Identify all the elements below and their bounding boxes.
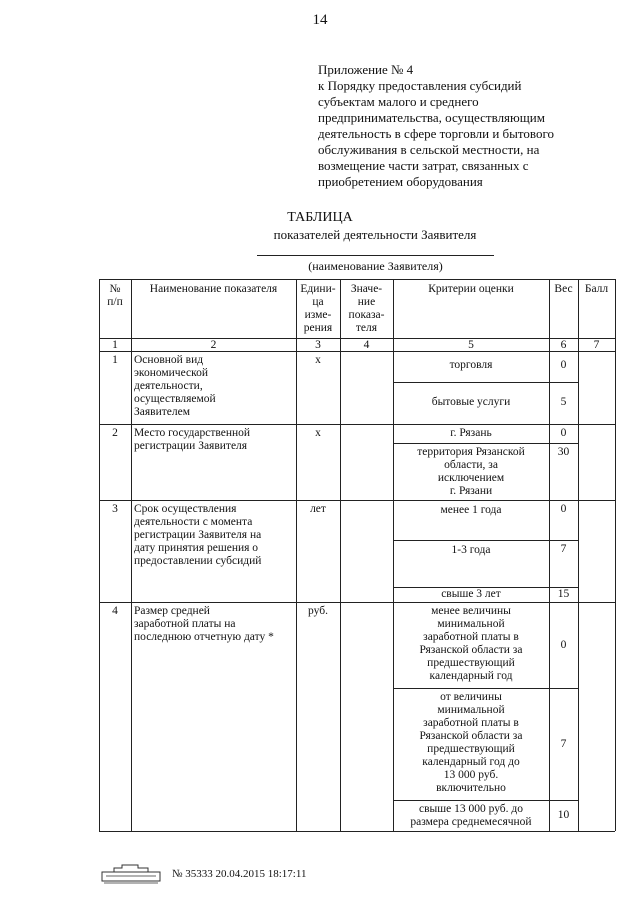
column-number: [299, 339, 337, 352]
row-indicator-name-line: деятельности с момента: [134, 516, 253, 528]
criteria-item-line: 1-3 года: [451, 544, 491, 556]
row-indicator-name-line: Основной вид: [134, 354, 204, 366]
row-number-line: 3: [112, 503, 118, 515]
criteria-item-line: области, за: [444, 459, 498, 471]
criteria-item-line: размера среднемесячной: [410, 816, 532, 828]
criteria-item-line: календарный год до: [422, 756, 520, 768]
table-rule: [578, 279, 579, 831]
criteria-weight-line: 15: [557, 588, 570, 600]
criteria-item-line: от величины: [440, 691, 502, 703]
header-unit-line: ца: [312, 296, 324, 308]
row-indicator-name: [134, 427, 293, 453]
table-rule: [99, 279, 100, 831]
row-indicator-name-line: Заявителем: [134, 406, 190, 418]
table-subtitle: показателей деятельности Заявителя: [273, 227, 477, 242]
header-criteria: [396, 283, 546, 296]
criteria-item-line: минимальной: [437, 618, 505, 630]
row-indicator-name-line: Срок осуществления: [134, 503, 237, 515]
criteria-item: [396, 427, 546, 440]
document-footer: [100, 862, 480, 884]
table-rule: [99, 831, 615, 832]
header-value-line: ние: [357, 296, 376, 308]
row-indicator-name-line: Место государственной: [134, 427, 251, 439]
header-value-line: теля: [355, 322, 378, 334]
registry-stamp-icon: [100, 862, 164, 884]
header-value: [343, 283, 390, 335]
criteria-item-line: включительно: [436, 782, 506, 794]
criteria-item-line: Рязанской области за: [419, 644, 523, 656]
column-number-line: 2: [210, 339, 217, 351]
criteria-item: [396, 544, 546, 557]
criteria-item-line: календарный год: [429, 670, 513, 682]
header-number-line: п/п: [107, 296, 123, 308]
criteria-item: [396, 504, 546, 517]
row-indicator-name-line: регистрации Заявителя: [134, 440, 248, 452]
criteria-weight: [552, 359, 575, 372]
criteria-weight-line: 0: [560, 427, 567, 439]
criteria-item-line: менее 1 года: [440, 504, 502, 516]
table-rule: [99, 424, 615, 425]
appendix-line: обслуживания в сельской местности, на: [318, 142, 540, 157]
criteria-weight-line: 7: [560, 543, 567, 555]
row-indicator-name-line: экономической: [134, 367, 208, 379]
criteria-weight: [552, 809, 575, 822]
criteria-weight-line: 7: [560, 737, 567, 750]
criteria-weight: [552, 427, 575, 440]
table-rule: [99, 279, 615, 280]
header-criteria-line: Критерии оценки: [428, 283, 514, 295]
table-rule: [393, 540, 578, 541]
table-rule: [340, 279, 341, 831]
row-indicator-name-line: последнюю отчетную дату *: [134, 631, 274, 643]
criteria-item: [396, 359, 546, 372]
header-score: [581, 283, 612, 296]
header-score-line: Балл: [584, 283, 609, 295]
row-indicator-name-line: осуществляемой: [134, 393, 216, 405]
criteria-item: [396, 605, 546, 683]
footer-registration-text: № 35333 20.04.2015 18:17:11: [172, 868, 307, 880]
table-title: ТАБЛИЦА: [287, 210, 353, 225]
row-unit: [299, 605, 337, 618]
row-number-line: 1: [112, 354, 118, 366]
table-rule: [393, 279, 394, 831]
table-rule: [296, 279, 297, 831]
header-number-line: №: [109, 283, 121, 295]
table-rule: [99, 500, 615, 501]
header-indicator-name-line: Наименование показателя: [149, 283, 278, 295]
appendix-line: предпринимательства, осуществляющим: [318, 110, 545, 125]
row-number-line: 2: [112, 427, 118, 439]
header-number: [102, 283, 128, 309]
header-unit-line: изме-: [304, 309, 332, 321]
criteria-weight: [552, 543, 575, 556]
column-number-line: 6: [560, 339, 567, 351]
table-rule: [615, 279, 616, 831]
appendix-line: возмещение части затрат, связанных с: [318, 158, 529, 173]
criteria-item-line: 13 000 руб.: [443, 769, 499, 781]
criteria-weight: [552, 396, 575, 409]
criteria-item: [396, 588, 546, 601]
header-value-line: показа-: [348, 309, 385, 321]
column-number-line: 1: [112, 339, 118, 351]
criteria-item-line: Рязанской области за: [419, 730, 523, 742]
row-indicator-name-line: деятельности,: [134, 380, 203, 392]
criteria-item-line: предшествующий: [427, 657, 515, 669]
criteria-weight: [552, 446, 575, 459]
row-indicator-name: [134, 605, 293, 644]
column-number: [102, 339, 128, 352]
table-rule: [549, 279, 550, 831]
criteria-item-line: бытовые услуги: [431, 396, 511, 408]
column-number-line: 5: [468, 339, 474, 351]
row-unit: [299, 427, 337, 440]
criteria-weight: [552, 738, 575, 751]
table-rule: [393, 800, 578, 801]
row-number-line: 4: [112, 605, 118, 617]
criteria-item-line: менее величины: [431, 605, 511, 617]
appendix-line: Приложение № 4: [318, 62, 414, 77]
criteria-item: [396, 446, 546, 498]
column-number-line: 7: [593, 339, 600, 351]
applicant-caption: (наименование Заявителя): [308, 259, 443, 273]
table-rule: [393, 688, 578, 689]
appendix-line: субъектам малого и среднего: [318, 94, 479, 109]
header-indicator-name: [134, 283, 293, 296]
criteria-weight-line: 10: [557, 809, 570, 821]
row-number: [102, 427, 128, 440]
header-unit-line: Едини-: [300, 283, 336, 295]
criteria-weight-line: 5: [560, 396, 567, 408]
appendix-line: деятельность в сфере торговли и бытового: [318, 126, 554, 141]
criteria-item-line: предшествующий: [427, 743, 515, 755]
header-unit: [299, 283, 337, 335]
header-weight-line: Вес: [554, 283, 573, 295]
row-indicator-name-line: регистрации Заявителя на: [134, 529, 262, 541]
criteria-weight-line: 0: [560, 638, 567, 651]
criteria-item-line: исключением: [437, 472, 505, 484]
header-value-line: Значе-: [350, 283, 383, 295]
column-number: [396, 339, 546, 352]
header-weight: [552, 283, 575, 296]
appendix-line: приобретением оборудования: [318, 174, 483, 189]
row-indicator-name-line: предоставлении субсидий: [134, 555, 262, 567]
row-number: [102, 605, 128, 618]
row-unit-line: х: [315, 354, 321, 366]
criteria-weight: [552, 639, 575, 652]
criteria-item-line: заработной платы в: [423, 631, 519, 643]
criteria-item: [396, 803, 546, 829]
row-indicator-name-line: Размер средней: [134, 605, 210, 617]
criteria-item-line: г. Рязань: [450, 427, 492, 439]
table-rule: [99, 602, 615, 603]
criteria-weight-line: 30: [557, 446, 570, 458]
criteria-item-line: территория Рязанской: [417, 446, 525, 458]
criteria-item-line: г. Рязани: [449, 485, 493, 497]
column-number: [134, 339, 293, 352]
criteria-weight-line: 0: [560, 359, 567, 371]
table-rule: [393, 382, 578, 383]
row-indicator-name-line: дату принятия решения о: [134, 542, 259, 554]
criteria-item-line: свыше 13 000 руб. до: [419, 803, 523, 815]
column-number: [343, 339, 390, 352]
row-unit: [299, 354, 337, 367]
table-rule: [393, 443, 578, 444]
row-unit: [299, 503, 337, 516]
criteria-item-line: заработной платы в: [423, 717, 519, 729]
row-indicator-name: [134, 354, 293, 419]
criteria-weight: [552, 503, 575, 516]
row-indicator-name: [134, 503, 293, 568]
row-number: [102, 354, 128, 367]
row-unit-line: х: [315, 427, 321, 439]
page-number: 14: [312, 12, 328, 28]
table-rule: [131, 279, 132, 831]
column-number: [581, 339, 612, 352]
criteria-item: [396, 691, 546, 795]
row-unit-line: руб.: [308, 605, 328, 617]
row-unit-line: лет: [310, 503, 326, 515]
column-number: [552, 339, 575, 352]
appendix-line: к Порядку предоставления субсидий: [318, 78, 522, 93]
criteria-item-line: свыше 3 лет: [441, 588, 501, 600]
criteria-item: [396, 396, 546, 409]
criteria-item-line: минимальной: [437, 704, 505, 716]
criteria-weight: [552, 588, 575, 601]
header-unit-line: рения: [303, 322, 333, 334]
criteria-item-line: торговля: [449, 359, 493, 371]
row-number: [102, 503, 128, 516]
column-number-line: 3: [315, 339, 321, 351]
criteria-weight-line: 0: [560, 503, 567, 515]
column-number-line: 4: [363, 339, 370, 351]
row-indicator-name-line: заработной платы на: [134, 618, 236, 630]
